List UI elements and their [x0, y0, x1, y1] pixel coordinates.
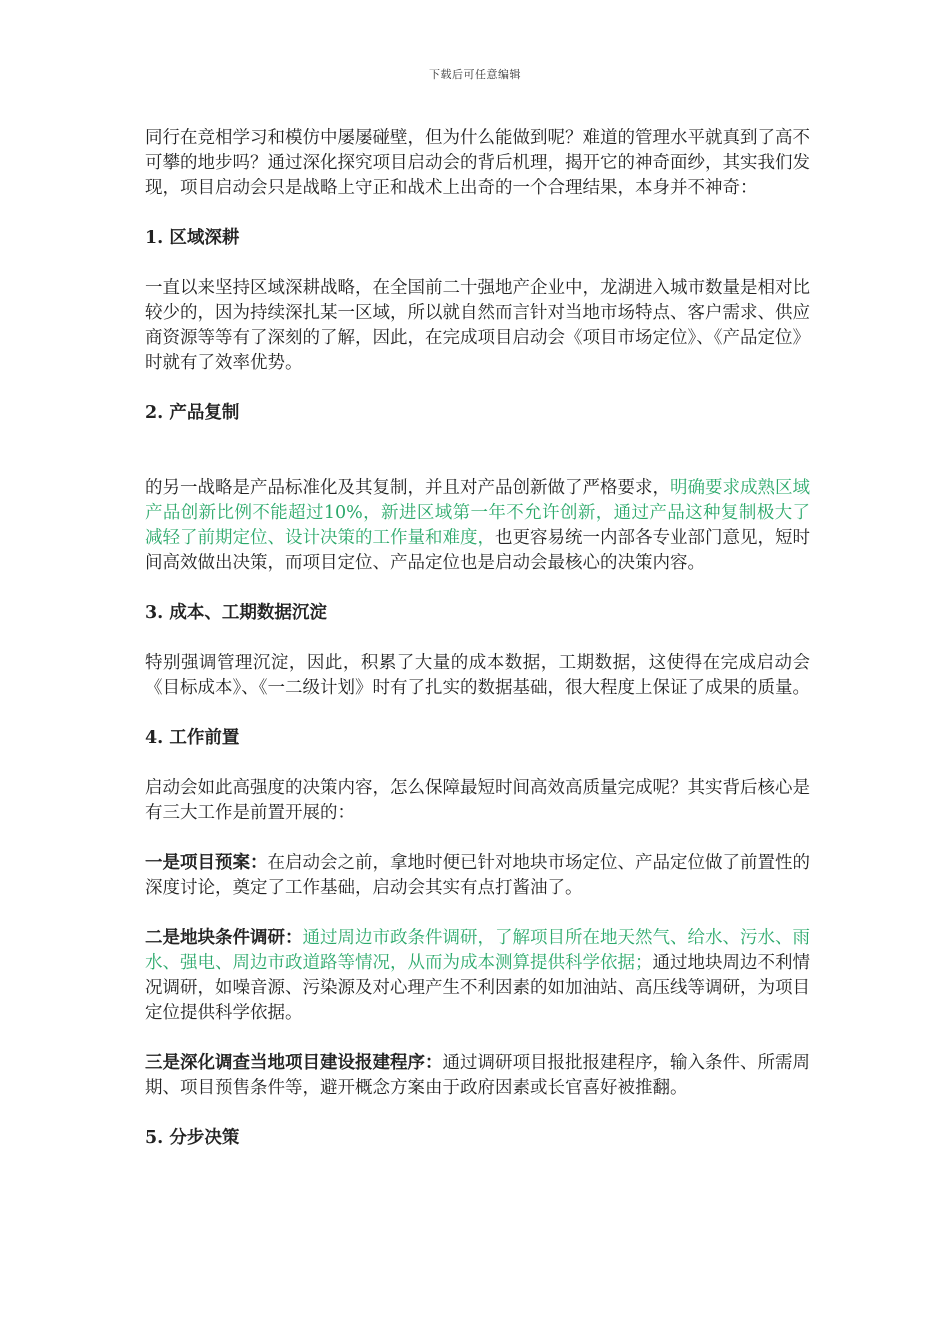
item-2-paragraph [145, 926, 810, 1026]
item-2-highlight: 通过周边市政条件调研，了解项目所在地天然气、给水、污水、雨水、强电、周边市政道路等情况，从而为成本测算提供科学依据； [145, 928, 810, 973]
section-3-paragraph: 特别强调管理沉淀，因此，积累了大量的成本数据，工期数据，这使得在完成启动会《目标成本》、《一二级计划》时有了扎实的数据基础，很大程度上保证了成果的质量。 [145, 653, 810, 698]
item-1-label: 一是项目预案： [145, 853, 268, 873]
section-heading-5: 5. 分步决策 [145, 1128, 240, 1148]
section-4-paragraph: 启动会如此高强度的决策内容，怎么保障最短时间高效高质量完成呢？其实背后核心是有三大工作是前置开展的： [145, 778, 810, 823]
section-2-text-b: 也更容易统一内部各专业部门意见，短时间高效做出决策，而项目定位、产品定位也是启动会最核心的决策内容。 [145, 528, 810, 573]
item-3-paragraph [145, 1051, 810, 1101]
item-3-text: 通过调研项目报批报建程序，输入条件、所需周期、项目预售条件等，避开概念方案由于政府因素或长官喜好被推翻。 [145, 1053, 810, 1098]
item-1-paragraph [145, 851, 810, 901]
page-header: 下载后可任意编辑 [429, 68, 521, 81]
item-2-label: 二是地块条件调研： [145, 928, 303, 948]
section-2-highlight: 明确要求成熟区域产品创新比例不能超过10%，新进区域第一年不允许创新，通过产品这种复制极大了减轻了前期定位、设计决策的工作量和难度， [145, 478, 810, 548]
item-1-text: 在启动会之前，拿地时便已针对地块市场定位、产品定位做了前置性的深度讨论，奠定了工作基础，启动会其实有点打酱油了。 [145, 853, 810, 898]
document-body [145, 126, 810, 1151]
section-2-text-a: 的另一战略是产品标准化及其复制，并且对产品创新做了严格要求， [145, 478, 670, 498]
item-2-text: 通过地块周边不利情况调研，如噪音源、污染源及对心理产生不利因素的如加油站、高压线等调研，为项目定位提供科学依据。 [145, 953, 810, 1023]
section-2-paragraph [145, 476, 810, 576]
item-3-label: 三是深化调查当地项目建设报建程序： [145, 1053, 443, 1073]
section-heading-3: 3. 成本、工期数据沉淀 [145, 603, 327, 623]
section-heading-1: 1. 区域深耕 [145, 228, 240, 248]
section-heading-2: 2. 产品复制 [145, 403, 240, 423]
section-1-paragraph: 一直以来坚持区域深耕战略，在全国前二十强地产企业中，龙湖进入城市数量是相对比较少的，因为持续深扎某一区域，所以就自然而言针对当地市场特点、客户需求、供应商资源等等有了深刻的了解，因此，在完成项目启动会《项目市场定位》、《产品定位》时就有了效率优势。 [145, 278, 810, 373]
intro-paragraph: 同行在竞相学习和模仿中屡屡碰壁，但为什么能做到呢？难道的管理水平就真到了高不可攀的地步吗？通过深化探究项目启动会的背后机理，揭开它的神奇面纱，其实我们发现，项目启动会只是战略上守正和战术上出奇的一个合理结果，本身并不神奇： [145, 128, 810, 198]
section-heading-4: 4. 工作前置 [145, 728, 240, 748]
